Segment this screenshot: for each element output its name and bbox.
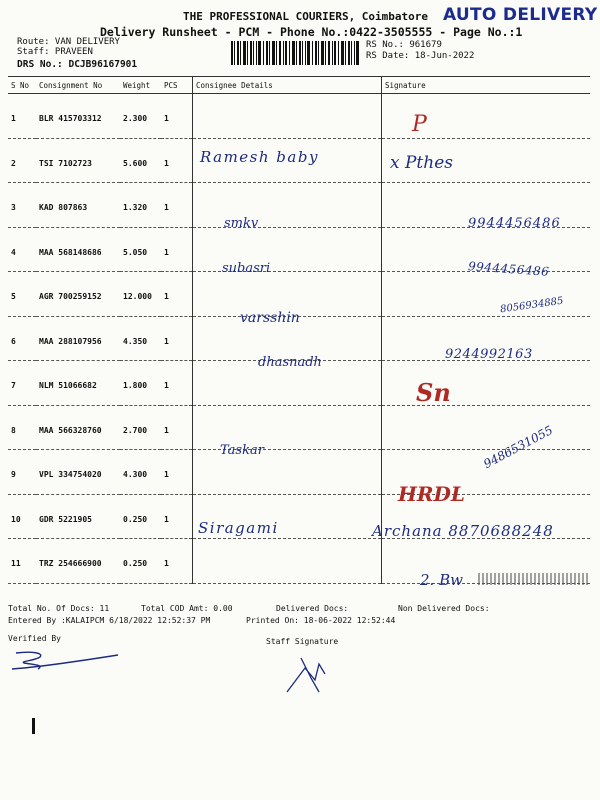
row-sno: 10 <box>8 494 36 539</box>
row-consignment: KAD 807863 <box>36 183 120 228</box>
entered-by: Entered By :KALAIPCM 6/18/2022 12:52:37 PM <box>8 616 211 625</box>
handwritten-signature: x Pthes <box>390 153 453 173</box>
row-weight: 4.350 <box>120 316 161 361</box>
handwritten-signature: Archana 8870688248 <box>372 522 554 540</box>
row-consignment: TRZ 254666900 <box>36 539 120 584</box>
col-weight: Weight <box>120 77 161 94</box>
handwritten-consignee: smkv <box>224 216 259 231</box>
staff-signature-label: Staff Signature <box>266 637 339 646</box>
staff-signature-scribble <box>283 648 343 698</box>
row-pcs: 1 <box>161 405 193 450</box>
row-pcs: 1 <box>161 94 193 139</box>
row-consignment: MAA 288107956 <box>36 316 120 361</box>
row-consignment: GDR 5221905 <box>36 494 120 539</box>
handwritten-signature: 9944456486 <box>468 216 561 231</box>
scribble-mark <box>478 573 590 585</box>
handwritten-consignee: dhasnadh <box>258 355 322 370</box>
ink-mark <box>32 718 35 734</box>
row-weight: 5.600 <box>120 138 161 183</box>
row-consignment: NLM 51066682 <box>36 361 120 406</box>
verified-by-label: Verified By <box>8 634 61 643</box>
handwritten-consignee: Siragami <box>198 519 279 537</box>
table-row <box>8 405 590 450</box>
total-docs: Total No. Of Docs: 11 <box>8 604 110 613</box>
staff-label: Staff: PRAVEEN <box>17 47 93 57</box>
non-delivered-docs: Non Delivered Docs: <box>398 604 490 613</box>
row-pcs: 1 <box>161 494 193 539</box>
row-consignment: BLR 415703312 <box>36 94 120 139</box>
row-pcs: 1 <box>161 138 193 183</box>
drs-number: DRS No.: DCJB96167901 <box>17 59 138 70</box>
row-signature <box>382 405 591 450</box>
handwritten-signature: Sn <box>416 378 451 407</box>
row-consignment: MAA 566328760 <box>36 405 120 450</box>
row-weight: 12.000 <box>120 272 161 317</box>
row-sno: 6 <box>8 316 36 361</box>
company-name: THE PROFESSIONAL COURIERS, Coimbatore <box>183 10 429 23</box>
handwritten-consignee: varsshin <box>240 310 300 326</box>
row-pcs: 1 <box>161 539 193 584</box>
handwritten-signature: 9944456486 <box>467 259 550 279</box>
row-sno: 1 <box>8 94 36 139</box>
row-sno: 9 <box>8 450 36 495</box>
col-consignee-details: Consignee Details <box>193 77 382 94</box>
row-weight: 2.700 <box>120 405 161 450</box>
row-sno: 7 <box>8 361 36 406</box>
row-consignment: TSI 7102723 <box>36 138 120 183</box>
row-sno: 3 <box>8 183 36 228</box>
row-signature <box>382 361 591 406</box>
handwritten-consignee: subasri <box>222 261 271 276</box>
row-weight: 4.300 <box>120 450 161 495</box>
row-weight: 2.300 <box>120 94 161 139</box>
row-sno: 8 <box>8 405 36 450</box>
row-consignee-details <box>193 227 382 272</box>
handwritten-signature: P <box>412 112 427 137</box>
col-signature: Signature <box>382 77 591 94</box>
barcode-image <box>231 41 359 65</box>
handwritten-signature: 2. Bw <box>420 571 463 589</box>
row-weight: 5.050 <box>120 227 161 272</box>
row-pcs: 1 <box>161 450 193 495</box>
row-pcs: 1 <box>161 272 193 317</box>
rs-number: RS No.: 961679 <box>366 40 442 50</box>
printed-on: Printed On: 18-06-2022 12:52:44 <box>246 616 396 625</box>
runsheet-title: Delivery Runsheet - PCM - Phone No.:0422-3505555 - Page No.:1 <box>100 25 523 39</box>
row-signature <box>382 272 591 317</box>
row-consignment: MAA 568148686 <box>36 227 120 272</box>
row-weight: 1.800 <box>120 361 161 406</box>
row-weight: 0.250 <box>120 494 161 539</box>
verified-signature-scribble <box>10 643 120 673</box>
col-consignment: Consignment No <box>36 77 120 94</box>
table-row <box>8 94 590 139</box>
delivered-docs: Delivered Docs: <box>276 604 349 613</box>
row-consignee-details <box>193 183 382 228</box>
row-sno: 5 <box>8 272 36 317</box>
auto-delivery-stamp: AUTO DELIVERY <box>443 5 598 25</box>
table-header-row <box>8 77 590 94</box>
handwritten-signature: 9486531055 <box>481 422 556 472</box>
handwritten-signature: 8056934885 <box>499 295 565 316</box>
col-sno: S No <box>8 77 36 94</box>
route-label: Route: VAN DELIVERY <box>17 37 120 47</box>
total-cod: Total COD Amt: 0.00 <box>141 604 233 613</box>
row-weight: 1.320 <box>120 183 161 228</box>
col-pcs: PCS <box>161 77 193 94</box>
row-consignee-details <box>193 94 382 139</box>
row-sno: 2 <box>8 138 36 183</box>
row-sno: 11 <box>8 539 36 584</box>
row-consignment: VPL 334754020 <box>36 450 120 495</box>
handwritten-consignee: Ramesh baby <box>200 148 319 166</box>
rs-date: RS Date: 18-Jun-2022 <box>366 51 475 61</box>
handwritten-consignee: Taskar <box>220 443 264 458</box>
row-pcs: 1 <box>161 316 193 361</box>
row-pcs: 1 <box>161 183 193 228</box>
handwritten-signature: 9244992163 <box>445 347 533 362</box>
row-pcs: 1 <box>161 361 193 406</box>
row-consignment: AGR 700259152 <box>36 272 120 317</box>
row-sno: 4 <box>8 227 36 272</box>
row-pcs: 1 <box>161 227 193 272</box>
row-consignee-details <box>193 539 382 584</box>
row-weight: 0.250 <box>120 539 161 584</box>
handwritten-signature: HRDL <box>398 482 465 506</box>
